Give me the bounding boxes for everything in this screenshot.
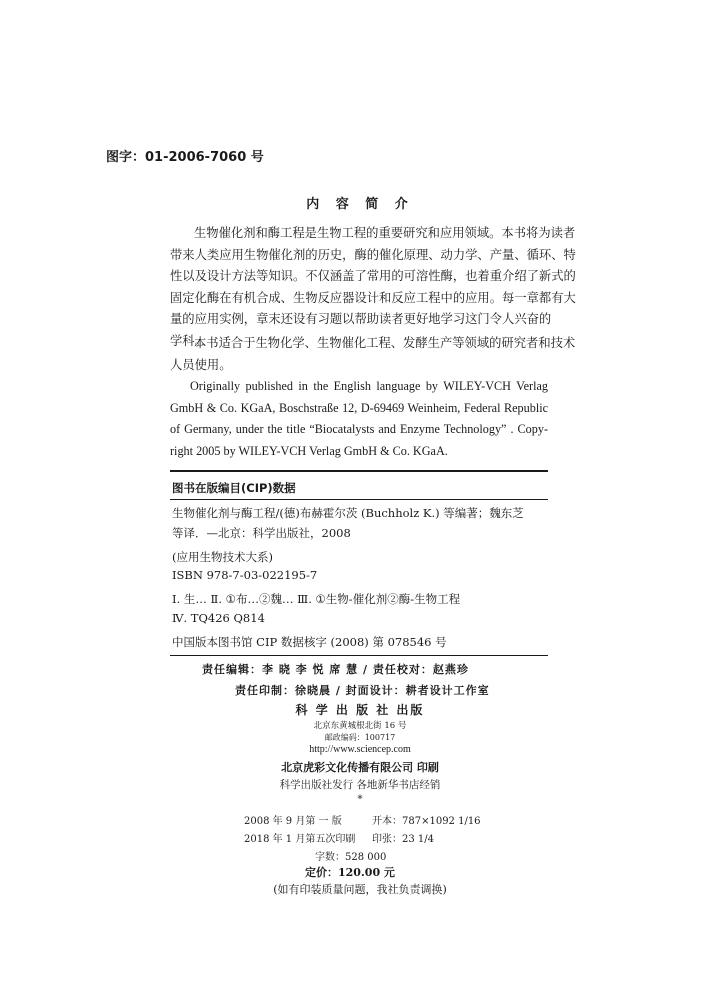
- summary-line: 量的应用实例，章末还设有习题以帮助读者更好地学习这门令人兴奋的: [170, 312, 552, 326]
- summary-paragraph-2: [170, 333, 576, 376]
- cip-line: (应用生物技术大系): [172, 550, 273, 564]
- summary-line: 本书适合于生物化学、生物催化工程、发酵生产等领域的研究者和技术: [194, 336, 576, 350]
- printer-line: 北京虎彩文化传播有限公司 印刷: [281, 761, 439, 774]
- summary-line: 固定化酶在有机合成、生物反应器设计和反应工程中的应用。每一章都有大: [170, 290, 576, 305]
- publisher-url: http://www.sciencep.com: [309, 744, 411, 755]
- copyright-line: of Germany, under the title “Biocatalysts and Enzyme Technology” . Copy-: [170, 422, 548, 436]
- editor-credits: 责任编辑：李 晓 李 悦 席 慧 / 责任校对：赵燕珍: [202, 663, 469, 676]
- copyright-paragraph: [170, 376, 548, 462]
- quality-notice: (如有印装质量问题，我社负责调换): [273, 883, 447, 896]
- sheet-count: 印张：23 1/4: [372, 834, 434, 845]
- cip-line: ISBN 978-7-03-022195-7: [172, 568, 318, 582]
- cip-top-rule: [170, 470, 548, 472]
- price: 定价：120.00 元: [305, 866, 395, 879]
- cip-line: 等译．—北京：科学出版社，2008: [172, 526, 351, 540]
- summary-line: 性以及设计方法等知识。不仅涵盖了常用的可溶性酶，也着重介绍了新式的: [170, 269, 576, 283]
- book-format: 开本：787×1092 1/16: [372, 816, 481, 827]
- cip-line: Ⅳ. TQ426 Q814: [172, 611, 265, 625]
- production-credits: 责任印制：徐晓晨 / 封面设计：耕者设计工作室: [235, 684, 490, 697]
- summary-line: 生物催化剂和酶工程是生物工程的重要研究和应用领域。本书将为读者: [194, 226, 576, 240]
- cip-header-rule: [170, 499, 548, 500]
- publisher-address: 北京东黄城根北街 16 号: [313, 721, 407, 731]
- copyright-line: right 2005 by WILEY-VCH Verlag GmbH & Co. KGaA.: [170, 443, 448, 458]
- publisher-name: 科 学 出 版 社 出版: [295, 703, 425, 717]
- cip-bottom-rule: [170, 655, 548, 656]
- summary-line: 带来人类应用生物催化剂的历史，酶的催化原理、动力学、产量、循环、特: [170, 247, 576, 262]
- copyright-line: Originally published in the English language by WILEY-VCH Verlag: [190, 379, 548, 393]
- permit-number: 图字：01-2006-7060 号: [106, 150, 264, 165]
- first-edition: 2008 年 9 月第 一 版: [244, 816, 342, 827]
- distributor-line: 科学出版社发行 各地新华书店经销: [279, 779, 441, 791]
- cip-title: 图书在版编目(CIP)数据: [172, 481, 296, 495]
- copyright-line: GmbH & Co. KGaA, Boschstraße 12, D-69469 Weinheim, Federal Republic: [170, 400, 548, 415]
- cip-line: 生物催化剂与酶工程/(德)布赫霍尔茨 (Buchholz K.) 等编著；魏东芝: [172, 506, 524, 520]
- cip-line: Ⅰ. 生… Ⅱ. ①布…②魏… Ⅲ. ①生物-催化剂②酶-生物工程: [172, 592, 461, 606]
- publisher-postcode: 邮政编码：100717: [324, 733, 396, 742]
- summary-line: 人员使用。: [170, 357, 232, 372]
- printing-info: 2018 年 1 月第五次印刷: [244, 834, 356, 845]
- word-count: 字数：528 000: [315, 852, 387, 863]
- cip-line: 中国版本图书馆 CIP 数据核字 (2008) 第 078546 号: [172, 635, 447, 649]
- summary-line: 学科。: [170, 333, 207, 348]
- separator-star: *: [357, 794, 363, 805]
- summary-title: 内 容 简 介: [306, 197, 414, 212]
